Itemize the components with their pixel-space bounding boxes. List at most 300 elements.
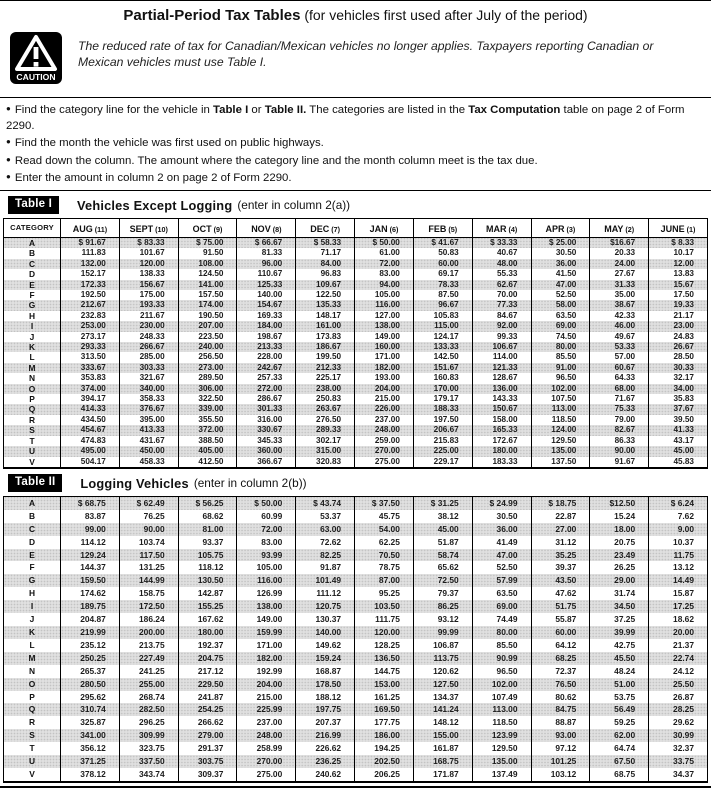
tax-amount-cell: 23.00 [649, 321, 708, 331]
tax-amount-cell: 47.00 [531, 280, 590, 290]
tax-amount-cell: 258.99 [237, 742, 296, 755]
tax-amount-cell: 52.50 [472, 561, 531, 574]
tax-amount-cell: 356.12 [61, 742, 120, 755]
tax-amount-cell: 24.00 [590, 259, 649, 269]
tax-amount-cell: 197.50 [413, 415, 472, 425]
category-cell: L [29, 352, 35, 363]
tax-amount-cell: 96.83 [296, 269, 355, 279]
tax-amount-cell: 156.67 [119, 280, 178, 290]
tax-amount-cell: 190.50 [178, 311, 237, 321]
table-row [4, 496, 708, 509]
table-row [4, 415, 708, 425]
tax-amount-cell: 168.75 [413, 755, 472, 768]
tax-amount-cell: 179.17 [413, 394, 472, 404]
category-cell: N [28, 665, 36, 676]
category-cell: Q [28, 704, 36, 715]
tax-amount-cell: 152.17 [61, 269, 120, 279]
tax-amount-cell: 207.00 [178, 321, 237, 331]
table2 [3, 496, 708, 783]
tax-amount-cell: 86.25 [413, 600, 472, 613]
tax-amount-cell: $ 43.74 [296, 496, 355, 509]
tax-amount-cell: 325.87 [61, 716, 120, 729]
tax-amount-cell: 414.33 [61, 404, 120, 414]
tax-amount-cell: 226.62 [296, 742, 355, 755]
tax-amount-cell: 120.62 [413, 665, 472, 678]
tax-amount-cell: 106.67 [472, 342, 531, 352]
tax-amount-cell: 55.33 [472, 269, 531, 279]
tax-amount-cell: 412.50 [178, 457, 237, 468]
tax-amount-cell: 47.00 [472, 549, 531, 562]
tax-amount-cell: 136.00 [472, 384, 531, 394]
tax-amount-cell: 504.17 [61, 457, 120, 468]
tax-amount-cell: 82.67 [590, 425, 649, 435]
tax-amount-cell: 81.00 [178, 523, 237, 536]
tax-amount-cell: 172.50 [119, 600, 178, 613]
tax-amount-cell: 63.50 [472, 587, 531, 600]
month-column-header: APR (3) [531, 218, 590, 237]
tax-amount-cell: 105.75 [178, 549, 237, 562]
tax-amount-cell: 43.17 [649, 436, 708, 446]
tax-amount-cell: 388.50 [178, 436, 237, 446]
tax-amount-cell: 35.00 [590, 290, 649, 300]
tax-amount-cell: 85.50 [531, 352, 590, 362]
category-cell: M [28, 362, 36, 373]
tax-amount-cell: 81.33 [237, 248, 296, 258]
tax-amount-cell: 223.50 [178, 332, 237, 342]
instruction-bold-text: Tax Computation [468, 104, 561, 116]
instruction-item [6, 169, 705, 187]
category-cell: H [28, 310, 36, 321]
tax-amount-cell: 170.00 [413, 384, 472, 394]
tax-amount-cell: 128.25 [355, 639, 414, 652]
tax-amount-cell: 458.33 [119, 457, 178, 468]
tax-amount-cell: 12.00 [649, 259, 708, 269]
table-row [4, 300, 708, 310]
tax-amount-cell: 174.00 [178, 300, 237, 310]
tax-amount-cell: 45.00 [649, 446, 708, 456]
tax-amount-cell: 41.33 [649, 425, 708, 435]
tax-amount-cell: 131.25 [119, 561, 178, 574]
tax-amount-cell: 72.00 [237, 523, 296, 536]
tax-amount-cell: 343.74 [119, 768, 178, 782]
tax-amount-cell: 91.67 [590, 457, 649, 468]
tax-amount-cell: 150.67 [472, 404, 531, 414]
tax-amount-cell: 450.00 [119, 446, 178, 456]
tax-amount-cell: 229.50 [178, 678, 237, 691]
tax-amount-cell: 167.62 [178, 613, 237, 626]
tax-amount-cell: 47.62 [531, 587, 590, 600]
tax-amount-cell: 77.33 [472, 300, 531, 310]
tax-amount-cell: 316.00 [237, 415, 296, 425]
category-cell: V [29, 768, 35, 779]
table-row [4, 549, 708, 562]
tax-amount-cell: 213.33 [237, 342, 296, 352]
tax-amount-cell: 48.00 [472, 259, 531, 269]
category-cell: R [28, 717, 36, 728]
tax-amount-cell: 345.33 [237, 436, 296, 446]
category-cell: T [29, 743, 35, 754]
tax-amount-cell: $16.67 [590, 237, 649, 248]
tax-amount-cell: 225.00 [413, 446, 472, 456]
category-cell: J [29, 331, 35, 342]
tax-amount-cell: 159.24 [296, 652, 355, 665]
tax-amount-cell: 72.62 [296, 536, 355, 549]
tax-amount-cell: 60.67 [590, 363, 649, 373]
tax-amount-cell: 302.17 [296, 436, 355, 446]
tax-amount-cell: 17.25 [649, 600, 708, 613]
category-cell: P [29, 394, 35, 405]
table-row [4, 613, 708, 626]
table-row [4, 561, 708, 574]
table-row [4, 523, 708, 536]
table-row [4, 363, 708, 373]
tax-amount-cell: 42.75 [590, 639, 649, 652]
tax-amount-cell: 171.87 [413, 768, 472, 782]
table-row [4, 248, 708, 258]
tax-amount-cell: 259.00 [355, 436, 414, 446]
tax-amount-cell: 149.62 [296, 639, 355, 652]
tax-amount-cell: 149.00 [237, 613, 296, 626]
tax-amount-cell: 94.00 [355, 280, 414, 290]
tax-amount-cell: $ 75.00 [178, 237, 237, 248]
caution-label: CAUTION [16, 72, 56, 82]
tax-amount-cell: 296.25 [119, 716, 178, 729]
month-column-header: FEB (5) [413, 218, 472, 237]
tax-amount-cell: 173.83 [296, 332, 355, 342]
table-row [4, 665, 708, 678]
tax-amount-cell: 395.00 [119, 415, 178, 425]
tax-amount-cell: 105.00 [355, 290, 414, 300]
tax-amount-cell: 95.25 [355, 587, 414, 600]
tax-amount-cell: 153.00 [355, 678, 414, 691]
tax-amount-cell: 228.00 [237, 352, 296, 362]
tax-amount-cell: 337.50 [119, 755, 178, 768]
tax-amount-cell: 39.50 [649, 415, 708, 425]
table-row [4, 457, 708, 468]
tax-amount-cell: 174.62 [61, 587, 120, 600]
tax-amount-cell: 38.67 [590, 300, 649, 310]
table-row [4, 703, 708, 716]
tax-amount-cell: 79.37 [413, 587, 472, 600]
table-row [4, 678, 708, 691]
tax-amount-cell: 33.75 [649, 755, 708, 768]
tax-amount-cell: 159.50 [61, 574, 120, 587]
tax-amount-cell: 60.00 [531, 626, 590, 639]
table-row [4, 425, 708, 435]
tax-amount-cell: 226.00 [355, 404, 414, 414]
tax-amount-cell: 353.83 [61, 373, 120, 383]
tax-amount-cell: 84.00 [296, 259, 355, 269]
tax-amount-cell: 87.00 [355, 574, 414, 587]
tax-amount-cell: 266.67 [119, 342, 178, 352]
tax-amount-cell: 130.37 [296, 613, 355, 626]
tax-amount-cell: 309.37 [178, 768, 237, 782]
tax-amount-cell: 10.37 [649, 536, 708, 549]
tax-amount-cell: 341.00 [61, 729, 120, 742]
tax-amount-cell: 99.00 [61, 523, 120, 536]
table-row [4, 259, 708, 269]
tax-amount-cell: 248.33 [119, 332, 178, 342]
tax-amount-cell: 106.87 [413, 639, 472, 652]
caution-icon [9, 31, 63, 85]
category-column-header: CATEGORY [4, 218, 61, 237]
tax-amount-cell: 333.67 [61, 363, 120, 373]
tax-amount-cell: 58.00 [531, 300, 590, 310]
tax-amount-cell: 128.67 [472, 373, 531, 383]
month-column-header: SEPT (10) [119, 218, 178, 237]
table-row [4, 436, 708, 446]
tax-amount-cell: 197.75 [296, 703, 355, 716]
table2-subtitle: (enter in column 2(b)) [193, 476, 307, 491]
tax-amount-cell: 85.50 [472, 639, 531, 652]
bullet-icon: ● [6, 137, 11, 147]
tax-amount-cell: 217.12 [178, 665, 237, 678]
tax-amount-cell: 103.50 [355, 600, 414, 613]
tax-amount-cell: 135.33 [296, 300, 355, 310]
category-cell: R [28, 414, 36, 425]
bullet-icon: ● [6, 172, 11, 182]
caution-text: The reduced rate of tax for Canadian/Mexican vehicles no longer applies. Taxpayers reporting Canadian or Mexican vehicles must use Table I. [78, 39, 654, 69]
tax-amount-cell: 48.24 [590, 665, 649, 678]
tax-amount-cell: 91.50 [178, 248, 237, 258]
tax-amount-cell: 20.33 [590, 248, 649, 258]
tax-amount-cell: 68.75 [590, 768, 649, 782]
tax-amount-cell: 53.37 [296, 510, 355, 523]
table-row [4, 691, 708, 704]
tax-amount-cell: 193.00 [355, 373, 414, 383]
tax-amount-cell: 303.33 [119, 363, 178, 373]
table1-subtitle: (enter in column 2(a)) [237, 198, 351, 213]
tax-amount-cell: 15.87 [649, 587, 708, 600]
tax-amount-cell: 51.75 [531, 600, 590, 613]
tax-amount-cell: 431.67 [119, 436, 178, 446]
tax-amount-cell: 71.67 [590, 394, 649, 404]
month-column-header: OCT (9) [178, 218, 237, 237]
month-column-header: DEC (7) [296, 218, 355, 237]
tax-amount-cell: 101.25 [531, 755, 590, 768]
tax-amount-cell: 238.00 [296, 384, 355, 394]
tax-amount-cell: 110.67 [237, 269, 296, 279]
tax-amount-cell: 71.17 [296, 248, 355, 258]
category-cell: I [30, 601, 34, 612]
tax-amount-cell: 295.62 [61, 691, 120, 704]
category-cell: P [29, 691, 35, 702]
tax-amount-cell: 148.17 [296, 311, 355, 321]
tax-amount-cell: 204.00 [237, 678, 296, 691]
tax-amount-cell: 58.74 [413, 549, 472, 562]
tax-amount-cell: 268.74 [119, 691, 178, 704]
tax-amount-cell: 371.25 [61, 755, 120, 768]
tax-amount-cell: 192.99 [237, 665, 296, 678]
tax-amount-cell: 83.00 [237, 536, 296, 549]
tax-amount-cell: 157.50 [178, 290, 237, 300]
category-cell: S [29, 425, 35, 436]
table-row [4, 404, 708, 414]
tax-amount-cell: 270.00 [355, 446, 414, 456]
tax-amount-cell: 180.00 [178, 626, 237, 639]
table2-container [0, 496, 711, 783]
tax-amount-cell: 68.62 [178, 510, 237, 523]
tax-amount-cell: 53.75 [590, 691, 649, 704]
tax-amount-cell: 149.00 [355, 332, 414, 342]
tax-amount-cell: $ 50.00 [237, 496, 296, 509]
tax-amount-cell: 21.17 [649, 311, 708, 321]
tax-amount-cell: 216.99 [296, 729, 355, 742]
tax-amount-cell: 206.25 [355, 768, 414, 782]
tax-amount-cell: 215.00 [355, 394, 414, 404]
tax-amount-cell: 90.00 [119, 523, 178, 536]
tax-amount-cell: 309.99 [119, 729, 178, 742]
tax-amount-cell: 138.33 [119, 269, 178, 279]
tax-amount-cell: 276.50 [296, 415, 355, 425]
tax-amount-cell: 279.00 [178, 729, 237, 742]
tax-amount-cell: 183.33 [472, 457, 531, 468]
instruction-item [6, 152, 705, 170]
table-row [4, 600, 708, 613]
tax-amount-cell: 105.83 [413, 311, 472, 321]
tax-amount-cell: 45.50 [590, 652, 649, 665]
tax-amount-cell: 87.50 [413, 290, 472, 300]
tax-amount-cell: 358.33 [119, 394, 178, 404]
tax-amount-cell: 113.00 [531, 404, 590, 414]
tax-amount-cell: 165.33 [472, 425, 531, 435]
divider-rule-2 [0, 190, 711, 191]
divider-rule-1 [0, 97, 711, 98]
tax-amount-cell: 254.25 [178, 703, 237, 716]
category-cell: U [28, 756, 36, 767]
tax-amount-cell: 280.50 [61, 678, 120, 691]
tax-amount-cell: 175.00 [119, 290, 178, 300]
tax-amount-cell: 32.37 [649, 742, 708, 755]
tax-amount-cell: 250.25 [61, 652, 120, 665]
tax-amount-cell: 154.67 [237, 300, 296, 310]
tax-amount-cell: 83.87 [61, 510, 120, 523]
tax-amount-cell: 102.00 [531, 384, 590, 394]
tax-amount-cell: 320.83 [296, 457, 355, 468]
tax-amount-cell: 116.00 [237, 574, 296, 587]
tax-amount-cell: 80.00 [472, 626, 531, 639]
table-row [4, 742, 708, 755]
tax-amount-cell: 96.50 [472, 665, 531, 678]
instruction-text: Enter the amount in column 2 on page 2 of Form 2290. [14, 172, 292, 185]
tax-amount-cell: 275.00 [237, 768, 296, 782]
tax-amount-cell: 186.67 [296, 342, 355, 352]
table-row [4, 510, 708, 523]
tax-amount-cell: 204.00 [355, 384, 414, 394]
tax-amount-cell: 35.83 [649, 394, 708, 404]
tax-amount-cell: 111.12 [296, 587, 355, 600]
tax-amount-cell: 30.99 [649, 729, 708, 742]
table1-title [8, 197, 703, 214]
tax-amount-cell: 27.00 [531, 523, 590, 536]
month-column-header: MAY (2) [590, 218, 649, 237]
tax-amount-cell: 69.00 [472, 600, 531, 613]
tax-amount-cell: 120.00 [355, 626, 414, 639]
tax-amount-cell: 70.50 [355, 549, 414, 562]
tax-amount-cell: $ 33.33 [472, 237, 531, 248]
tax-amount-cell: 113.75 [413, 652, 472, 665]
tax-amount-cell: 155.00 [413, 729, 472, 742]
tax-amount-cell: 474.83 [61, 436, 120, 446]
table-row [4, 446, 708, 456]
tax-amount-cell: $ 50.00 [355, 237, 414, 248]
tax-amount-cell: 114.00 [472, 352, 531, 362]
tax-amount-cell: 32.17 [649, 373, 708, 383]
tax-amount-cell: 360.00 [237, 446, 296, 456]
tax-amount-cell: 136.50 [355, 652, 414, 665]
tax-amount-cell: 213.75 [119, 639, 178, 652]
tax-amount-cell: 23.49 [590, 549, 649, 562]
tax-amount-cell: 43.50 [531, 574, 590, 587]
table-row [4, 342, 708, 352]
tax-amount-cell: 74.50 [531, 332, 590, 342]
table-row [4, 332, 708, 342]
tax-amount-cell: 137.50 [531, 457, 590, 468]
category-cell: K [28, 626, 36, 637]
table-row [4, 237, 708, 248]
table1-container [0, 218, 711, 469]
tax-amount-cell: 10.17 [649, 248, 708, 258]
tax-amount-cell: 192.37 [178, 639, 237, 652]
category-cell: C [28, 258, 36, 269]
table2-tag: Table II [8, 474, 62, 492]
tax-amount-cell: 67.50 [590, 755, 649, 768]
tax-amount-cell: 129.24 [61, 549, 120, 562]
tax-amount-cell: 194.25 [355, 742, 414, 755]
table-row [4, 352, 708, 362]
tax-amount-cell: 178.50 [296, 678, 355, 691]
caution-section [9, 31, 699, 91]
tax-amount-cell: 306.00 [178, 384, 237, 394]
tax-amount-cell: 394.17 [61, 394, 120, 404]
month-column-header: JUNE (1) [649, 218, 708, 237]
tax-amount-cell: 72.00 [355, 259, 414, 269]
tax-amount-cell: 91.87 [296, 561, 355, 574]
category-cell: M [28, 652, 36, 663]
tax-amount-cell: 80.62 [531, 691, 590, 704]
tax-amount-cell: 24.83 [649, 332, 708, 342]
tax-amount-cell: 34.50 [590, 600, 649, 613]
tax-amount-cell: 86.33 [590, 436, 649, 446]
tax-amount-cell: 111.83 [61, 248, 120, 258]
instructions-list [6, 101, 705, 187]
tax-amount-cell: 206.67 [413, 425, 472, 435]
tax-amount-cell: 141.24 [413, 703, 472, 716]
tax-amount-cell: 291.37 [178, 742, 237, 755]
tax-amount-cell: 55.87 [531, 613, 590, 626]
table-row [4, 626, 708, 639]
tax-amount-cell: 133.33 [413, 342, 472, 352]
bullet-icon: ● [6, 154, 11, 164]
tax-amount-cell: 108.00 [178, 259, 237, 269]
tax-amount-cell: $ 25.00 [531, 237, 590, 248]
tax-amount-cell: 199.50 [296, 352, 355, 362]
tax-amount-cell: 51.00 [590, 678, 649, 691]
category-cell: I [30, 321, 34, 332]
tax-amount-cell: 38.12 [413, 510, 472, 523]
tax-amount-cell: 193.33 [119, 300, 178, 310]
table2-name: Logging Vehicles [80, 475, 189, 491]
tax-amount-cell: 240.62 [296, 768, 355, 782]
tax-amount-cell: 215.00 [237, 691, 296, 704]
tax-amount-cell: 116.00 [355, 300, 414, 310]
tax-amount-cell: 177.75 [355, 716, 414, 729]
tax-amount-cell: 169.50 [355, 703, 414, 716]
tax-amount-cell: 46.00 [590, 321, 649, 331]
tax-amount-cell: 122.50 [296, 290, 355, 300]
tax-amount-cell: 256.50 [178, 352, 237, 362]
tax-amount-cell: 242.67 [237, 363, 296, 373]
